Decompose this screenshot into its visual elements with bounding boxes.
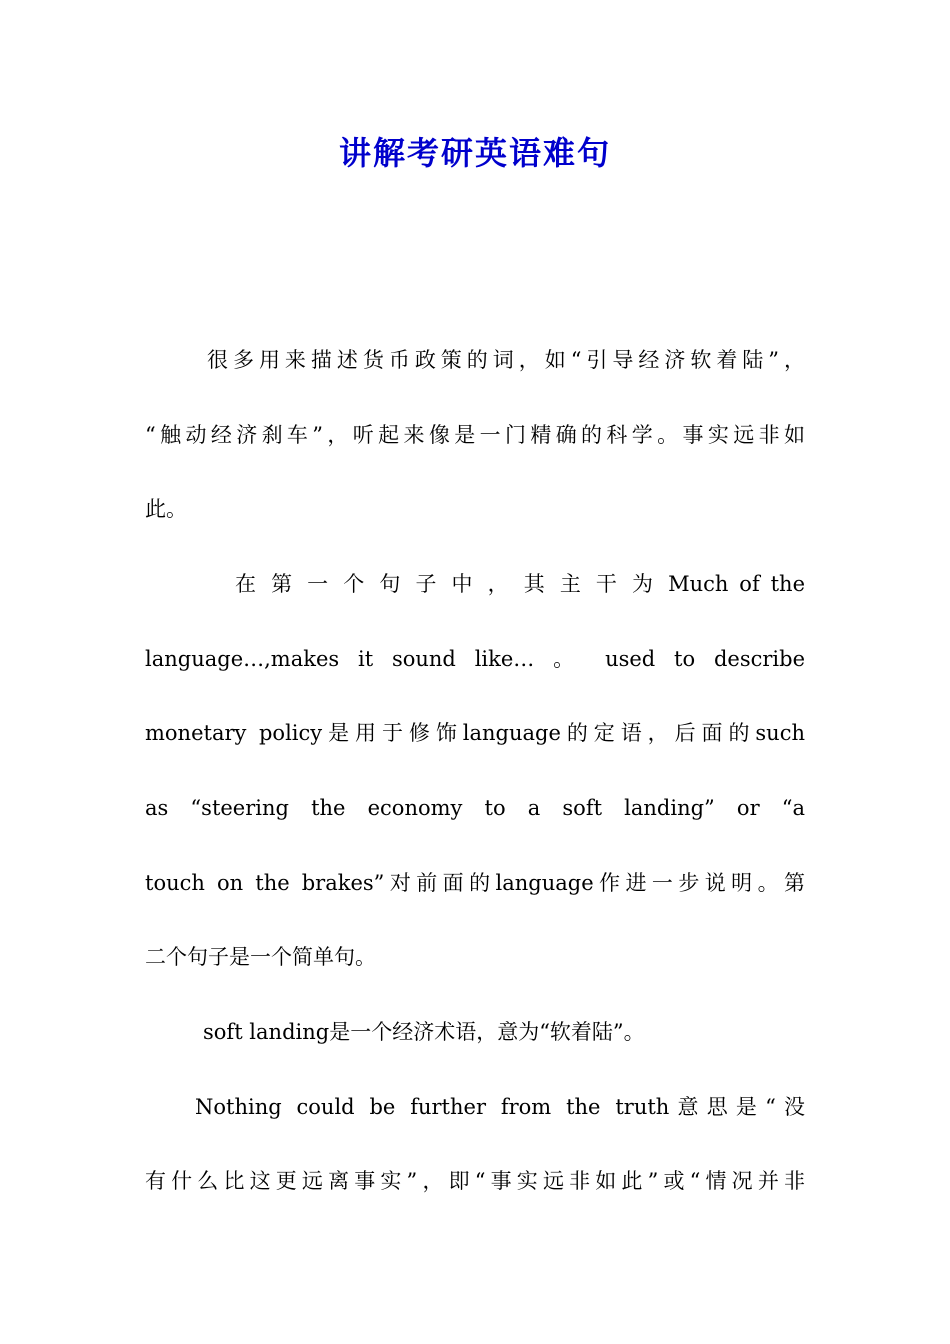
paragraph-line-7: as “steering the economy to a soft landing” or “a [145, 796, 805, 820]
paragraph-line-1: 很多用来描述货币政策的词，如“引导经济软着陆”， [207, 348, 805, 372]
paragraph-line-4: 在 第 一 个 句 子 中 ， 其 主 干 为 Much of the [235, 572, 805, 596]
paragraph-line-5: language…,makes it sound like… 。 used to describe [145, 647, 805, 671]
paragraph-line-10: soft landing是一个经济术语，意为“软着陆”。 [203, 1020, 645, 1044]
paragraph-line-12: 有什么比这更远离事实”，即“事实远非如此”或“情况并非 [145, 1169, 805, 1193]
paragraph-line-3: 此。 [145, 497, 187, 521]
paragraph-line-2: “触动经济刹车”，听起来像是一门精确的科学。事实远非如 [145, 423, 805, 447]
paragraph-line-6: monetary policy是用于修饰language的定语，后面的such [145, 721, 805, 745]
document-title: 讲解考研英语难句 [338, 134, 611, 172]
paragraph-line-11: Nothing could be further from the truth意思是“没 [195, 1095, 805, 1119]
paragraph-line-9: 二个句子是一个简单句。 [145, 945, 376, 969]
paragraph-line-8: touch on the brakes”对前面的language作进一步说明。第 [145, 871, 805, 895]
